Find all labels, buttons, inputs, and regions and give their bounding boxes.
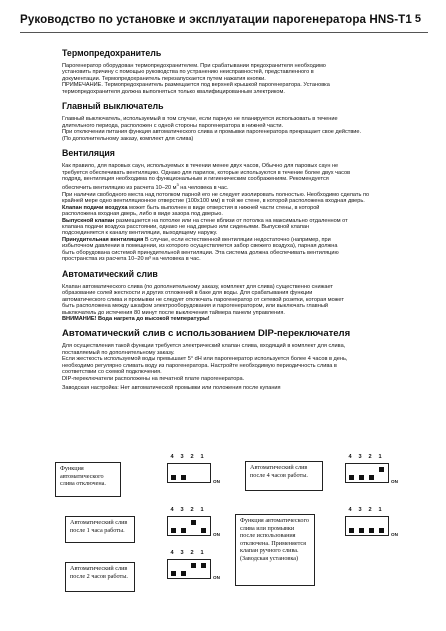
text-line: Клапан автоматического слива (по дополнительному заказу, комплект для слива) существенно снижает <box>62 283 333 290</box>
text-line: поставляемый по дополнительному заказу. <box>62 349 175 356</box>
text-line: Если жесткость используемой воды превышает 5° dH или парогенератор используется более 4 часов в день, <box>62 356 348 363</box>
text-span: обеспечить вентиляцию из расчета 10–20 м <box>62 185 177 192</box>
text-line: Заводская настройка: Нет автоматической промывки или положения после купания <box>62 385 281 392</box>
dip-switch-diagrams <box>55 452 420 624</box>
text-line: быть оборудована системой принудительной вентиляции. Эта система должна обеспечивать вентиляцию <box>62 249 339 256</box>
dip-description-box: Функция автоматического слива или промывки после использования отключена. Применяется клапан ручного слива. (Заводская установка) <box>235 514 315 586</box>
on-label: ON <box>213 575 220 580</box>
text-line: Главный выключатель, используемый в том случае, если парную не планируется использовать в течение <box>62 116 338 123</box>
text-line: DIP-переключатели расположены на печатной плате парогенератора. <box>62 375 245 382</box>
dip-description-box: Автоматический слив после 1 часа работы. <box>65 516 135 543</box>
switch-numbers: 4 3 2 1 <box>170 454 204 460</box>
text-line: клапана подачи воздуха расстоянии, однако не над дверью или сиденьями. Выпускной клапан <box>62 224 310 231</box>
text-line: (По дополнительному заказу, комплект для слива) <box>62 135 194 142</box>
text-line: необходимо регулярно сливать воду из парогенератора. Настройте необходимую периодичность слива в <box>62 362 337 369</box>
document-title: Руководство по установке и эксплуатации парогенератора HNS-T1 <box>20 13 412 26</box>
warning-text: ВНИМАНИЕ! Вода нагрета до высокой температуры! <box>62 316 210 322</box>
switch-lever <box>171 475 176 480</box>
on-label: ON <box>213 479 220 484</box>
on-label: ON <box>391 532 398 537</box>
switch-lever <box>171 528 176 533</box>
switch-lever <box>171 571 176 576</box>
text-line: подряд, вентиляция необходима по функциональным и гигиеническим соображениям. Рекомендуется <box>62 175 329 182</box>
switch-lever <box>359 528 364 533</box>
text-span: размещается на потолке или на стене вблизи от потолка на максимально отдаленном от <box>114 217 348 224</box>
text-line: документации. Термопредохранитель перезапускается путем нажатия кнопки. <box>62 75 266 82</box>
text-line: длительного периода, расположен с одной стороны парогенератора в нижней части. <box>62 122 284 129</box>
text-line: Парогенератор оборудован термопредохранителем. При срабатывании предохранителя необходимо <box>62 63 326 69</box>
on-label: ON <box>391 479 398 484</box>
switch-numbers: 4 3 2 1 <box>348 507 382 513</box>
text-line: образование солей жесткости и других отложений в баке для воды. Для срабатывания функции <box>62 290 313 297</box>
superscript: 3 <box>176 182 179 188</box>
switch-lever <box>369 528 374 533</box>
autodrain-text <box>62 284 406 323</box>
switch-lever <box>191 563 196 568</box>
text-span: может быть выполнен в виде отверстия в нижней части стены, в которой <box>127 204 320 211</box>
section-title-dip: Автоматический слив с использованием DIP-переключателя <box>62 328 351 340</box>
switch-lever <box>191 520 196 525</box>
section-title-mainswitch: Главный выключатель <box>62 101 164 112</box>
section-title-autodrain: Автоматический слив <box>62 268 158 279</box>
switch-lever <box>181 571 186 576</box>
bold-term: Клапан подачи воздуха <box>62 204 128 211</box>
text-line: соответствии со схемой подключения. <box>62 369 162 376</box>
switch-lever <box>181 528 186 533</box>
switch-body <box>345 516 389 536</box>
main-content <box>62 48 406 392</box>
text-line: выключатель до истечения 80 минут после выключения таймера панели управления. <box>62 309 285 316</box>
dip-description-box: Автоматический слив после 2 часов работы. <box>65 562 135 592</box>
text-line: избыточном давлении в помещении, из которого осуществляется забор свежего воздуха), парная должна <box>62 243 338 250</box>
switch-lever <box>379 467 384 472</box>
text-line <box>62 182 406 191</box>
text-line: крайней мере одно вентиляционное отверстие (100x100 мм) в той же стене, в которой расположена входная дверь. <box>62 198 365 205</box>
on-label: ON <box>213 532 220 537</box>
switch-lever <box>349 528 354 533</box>
switch-body <box>345 463 389 483</box>
dip-text <box>62 343 406 391</box>
text-line: установить причину с помощью руководства по устранению неисправностей, представленного в <box>62 69 314 76</box>
switch-body <box>167 463 211 483</box>
bold-term: Принудительная вентиляция <box>62 236 144 243</box>
text-span: В случае, если естественной вентиляции недостаточно (например, при <box>143 236 331 243</box>
text-span: на человека в час. <box>178 185 229 192</box>
dip-description-box: Автоматический слив после 4 часов работы. <box>245 461 323 491</box>
switch-lever <box>349 475 354 480</box>
switch-lever <box>201 563 206 568</box>
text-line: При отключении питания функция автоматического слива и промывки парогенератора прекращает свое действие. <box>62 129 362 136</box>
dip-description-box: Функция автоматического слива отключена. <box>55 462 121 497</box>
switch-lever <box>359 475 364 480</box>
text-line: При наличии свободного места над потолком парной его не следует изолировать полностью. Необходимо сделать по <box>62 191 370 198</box>
text-line: расположена входная дверь, либо в виде зазора под дверью. <box>62 211 223 218</box>
switch-lever <box>181 475 186 480</box>
text-line: ПРИМЕЧАНИЕ. Термопредохранитель размещается под верхней крышкой парогенератора. Установка <box>62 82 330 89</box>
header-divider <box>20 32 428 33</box>
text-line: Как правило, для паровых саун, используемых в течении менее двух часов, Обычно для паровых саун не <box>62 163 339 170</box>
switch-body <box>167 516 211 536</box>
section-title-ventilation: Вентиляция <box>62 148 115 159</box>
switch-numbers: 4 3 2 1 <box>348 454 382 460</box>
text-line: пространства из расчета 10–20 м³ на человека в час. <box>62 256 201 263</box>
text-line: термопредохранителя должна выполняться только квалифицированным электриком. <box>62 88 285 95</box>
bold-term: Выпускной клапан <box>62 217 115 224</box>
switch-numbers: 4 3 2 1 <box>170 550 204 556</box>
text-line: подсоединяется к каналу вентиляции, выходящему наружу. <box>62 230 218 237</box>
section-title-thermo: Термопредохранитель <box>62 48 162 58</box>
page-header <box>0 0 446 44</box>
text-line: Для осуществления такой функции требуется электрический клапан слива, входящий в комплект для слива, <box>62 343 346 350</box>
ventilation-text <box>62 163 406 263</box>
switch-numbers: 4 3 2 1 <box>170 507 204 513</box>
mainswitch-text <box>62 116 406 142</box>
text-line: автоматического слива и промывки не следует отключать парогенератор от сетевой розетки, которая может <box>62 296 344 303</box>
switch-body <box>167 559 211 579</box>
switch-lever <box>369 475 374 480</box>
text-line: быть расположена между шкафом электрооборудования и парогенератором, или выключать главный <box>62 303 328 310</box>
page-number: 5 <box>414 13 421 25</box>
thermo-text <box>62 63 406 95</box>
switch-lever <box>379 528 384 533</box>
text-line: требуется обеспечивать вентиляцию. Однако для парилок, которые используются в течение более двух часов <box>62 169 351 176</box>
switch-lever <box>201 528 206 533</box>
